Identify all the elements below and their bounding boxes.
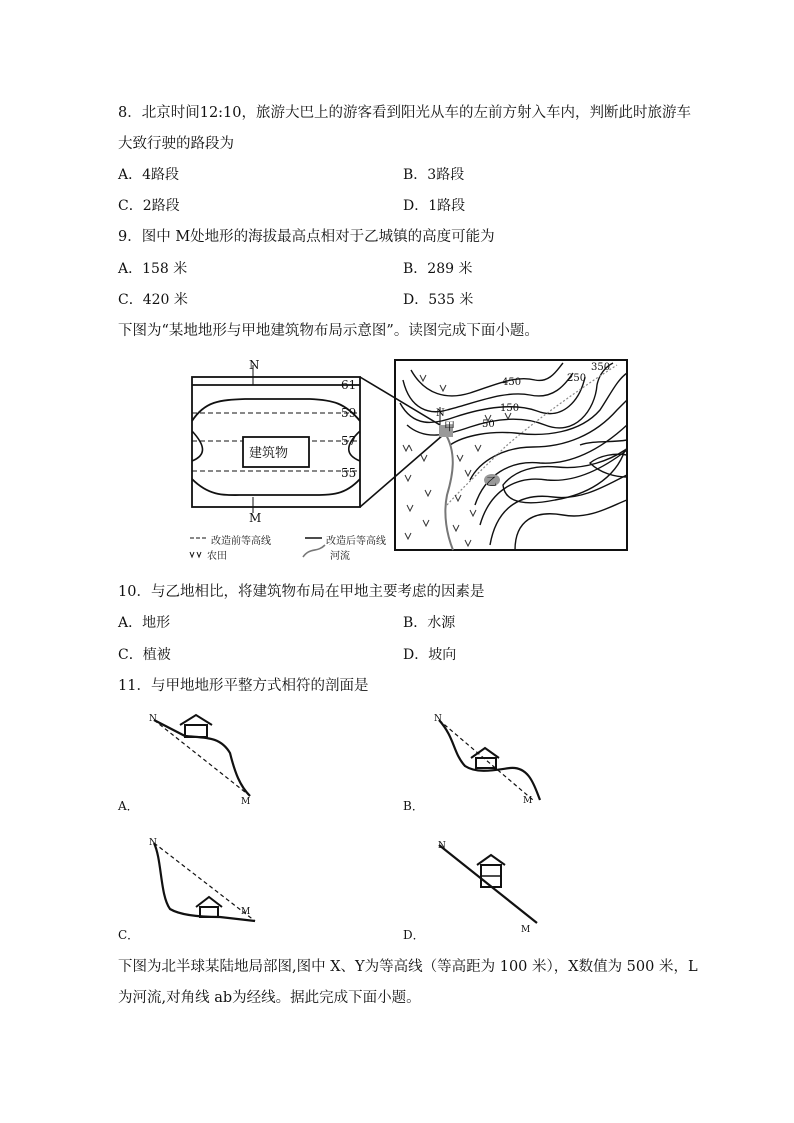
q10-option-a[interactable]: A．地形 <box>118 615 171 631</box>
profile-b-n-label: N <box>434 714 442 724</box>
profile-c-diagram[interactable] <box>140 835 270 935</box>
legend-farmland-label: 农田 <box>207 551 227 562</box>
profile-a-m-label: M <box>241 797 251 807</box>
q8-option-c[interactable]: C．2路段 <box>118 198 180 214</box>
figure2-intro-line2: 为河流,对角线 ab为经线。据此完成下面小题。 <box>118 990 421 1006</box>
profile-c-m-label: M <box>241 907 251 917</box>
left-panel-n-label: N <box>249 358 260 372</box>
legend-before-label: 改造前等高线 <box>211 536 271 547</box>
left-panel-m-label: M <box>249 511 262 525</box>
profile-a-diagram[interactable] <box>140 708 270 808</box>
map-n-label: N <box>436 408 445 419</box>
contour-map-panel <box>395 360 627 550</box>
q8-stem-line2: 大致行驶的路段为 <box>118 136 234 152</box>
q9-option-b[interactable]: B．289 米 <box>403 261 473 277</box>
profile-b-diagram[interactable] <box>425 708 555 808</box>
profile-a-n-label: N <box>149 714 157 724</box>
q9-option-d[interactable]: D．535 米 <box>403 292 474 308</box>
contour-label-55: 55 <box>341 466 357 480</box>
legend-river-label: 河流 <box>330 551 350 562</box>
contour-label-57: 57 <box>341 434 357 448</box>
site-jia-label: 甲 <box>444 420 455 433</box>
q11-stem: 11．与甲地地形平整方式相符的剖面是 <box>118 678 369 694</box>
figure2-intro-line1: 下图为北半球某陆地局部图,图中 X、Y为等高线（等高距为 100 米），X数值为 500 米，L <box>118 959 698 975</box>
profile-c-n-label: N <box>149 838 157 848</box>
profile-d-n-label: N <box>438 841 446 851</box>
contour-label-50: 50 <box>482 419 495 430</box>
q9-option-c[interactable]: C．420 米 <box>118 292 188 308</box>
q9-stem: 9．图中 M处地形的海拔最高点相对于乙城镇的高度可能为 <box>118 229 495 245</box>
q10-option-d[interactable]: D．坡向 <box>403 647 457 663</box>
q10-option-c[interactable]: C．植被 <box>118 647 171 663</box>
contour-label-150: 150 <box>500 403 520 414</box>
q9-option-a[interactable]: A．158 米 <box>118 261 188 277</box>
profile-b-m-label: M <box>523 796 533 806</box>
legend-after-label: 改造后等高线 <box>326 536 386 547</box>
contour-label-61: 61 <box>341 378 357 392</box>
q8-option-d[interactable]: D．1路段 <box>403 198 466 214</box>
figure1-intro: 下图为“某地地形与甲地建筑物布局示意图”。读图完成下面小题。 <box>118 323 539 339</box>
site-yi-label: 乙 <box>486 475 497 488</box>
q8-option-a[interactable]: A．4路段 <box>118 167 180 183</box>
q11-option-c[interactable]: C． <box>118 928 140 942</box>
q10-stem: 10．与乙地相比，将建筑物布局在甲地主要考虑的因素是 <box>118 584 485 600</box>
q8-option-b[interactable]: B．3路段 <box>403 167 465 183</box>
contour-label-250: 250 <box>567 373 587 384</box>
q8-stem-line1: 8．北京时间12:10，旅游大巴上的游客看到阳光从车的左前方射入车内，判断此时旅游车 <box>118 105 692 121</box>
q11-option-d[interactable]: D． <box>403 928 425 942</box>
contour-label-59: 59 <box>341 406 357 420</box>
contour-label-350: 350 <box>591 362 611 373</box>
q11-option-b[interactable]: B． <box>403 799 424 813</box>
q10-option-b[interactable]: B．水源 <box>403 615 456 631</box>
profile-d-m-label: M <box>521 925 531 935</box>
q11-option-a[interactable]: A． <box>118 799 139 813</box>
building-label: 建筑物 <box>249 446 289 461</box>
contour-label-450: 450 <box>502 377 522 388</box>
